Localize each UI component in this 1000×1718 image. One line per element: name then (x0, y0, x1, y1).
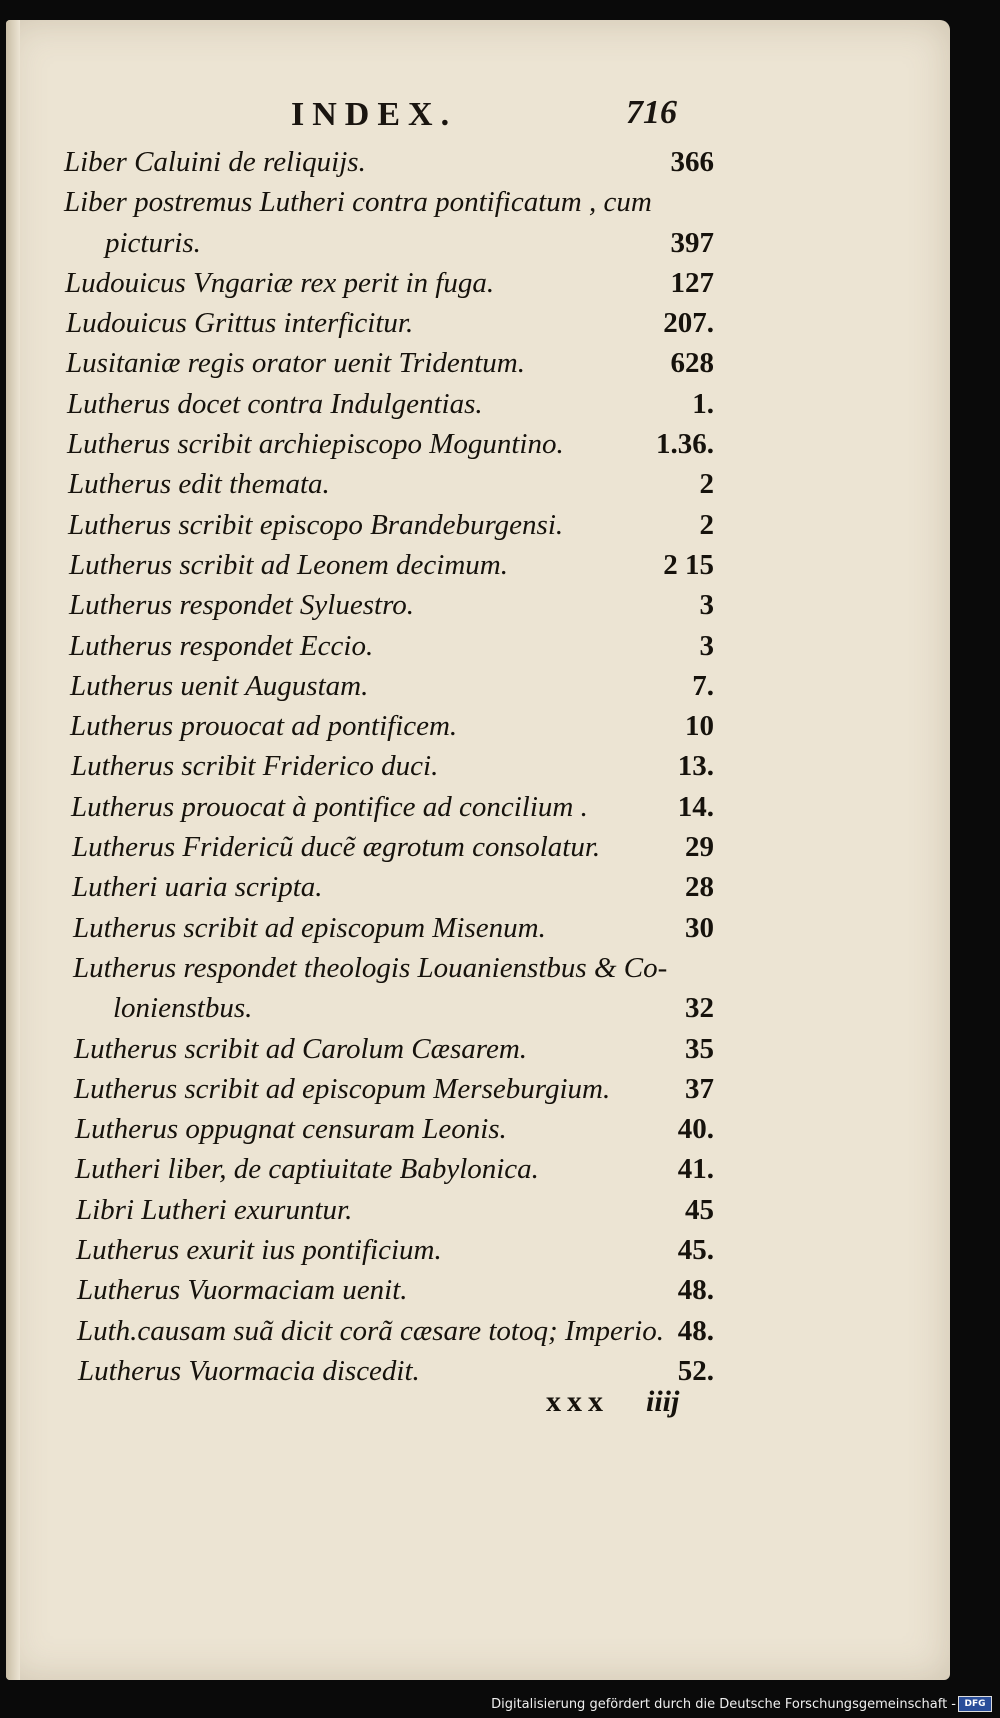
index-entry (6, 1230, 950, 1270)
index-entry-page: 2 (699, 508, 714, 541)
index-entry-text: Lutherus docet contra Indulgentias. (67, 387, 483, 420)
index-entry-text: Lutherus scribit episcopo Brandeburgensi. (68, 508, 564, 541)
index-entry (6, 787, 950, 827)
index-entry (6, 1190, 950, 1230)
index-entry (6, 1069, 950, 1109)
index-entry (6, 1149, 950, 1189)
index-entry-page: 366 (670, 146, 714, 178)
index-entry-text: lonienstbus. (113, 992, 253, 1025)
index-entry-page: 52. (677, 1354, 714, 1387)
index-entry (6, 182, 950, 222)
index-entry (6, 988, 950, 1028)
index-entry-page: 13. (677, 750, 714, 783)
index-entry (6, 746, 950, 786)
index-entry-text: Lutherus Fridericũ ducẽ ægrotum consolatur. (72, 831, 601, 864)
index-entry-page: 1. (692, 387, 714, 420)
index-entry (6, 706, 950, 746)
index-entry-page: 30 (685, 911, 714, 944)
index-entry-page: 45 (685, 1193, 714, 1226)
running-head-title: INDEX. (291, 96, 458, 133)
index-entry-page: 2 (699, 468, 714, 501)
index-entry-page: 397 (670, 226, 714, 259)
digitization-footer (0, 1680, 1000, 1718)
running-head (6, 80, 950, 140)
index-entry-page: 28 (685, 871, 714, 904)
index-entry (6, 505, 950, 545)
index-entry-text: Liber postremus Lutheri contra pontificatum , cum (64, 186, 652, 219)
index-entry-text: Lutherus edit themata. (68, 468, 330, 501)
index-entry-text: Lutheri liber, de captiuitate Babylonica. (75, 1153, 539, 1186)
index-entry (6, 1270, 950, 1310)
signature-mark: iiij (646, 1385, 680, 1418)
index-entry (6, 827, 950, 867)
index-entry-page: 628 (670, 347, 714, 380)
index-entry-text: Lutherus prouocat ad pontificem. (70, 710, 458, 743)
index-entry-text: picturis. (105, 226, 201, 259)
index-entry-page: 1.36. (656, 428, 714, 461)
index-entry-page: 10 (685, 710, 714, 743)
index-entry (6, 1109, 950, 1149)
index-entry-text: Lutherus Vuormacia discedit. (78, 1354, 420, 1387)
index-entry-page: 40. (677, 1113, 714, 1146)
index-entry-text: Lutherus respondet Eccio. (69, 629, 374, 662)
index-entry-text: Lutherus respondet Syluestro. (69, 589, 415, 622)
index-entry-text: Lusitaniæ regis orator uenit Tridentum. (66, 347, 525, 380)
index-entry-text: Lutherus uenit Augustam. (70, 669, 369, 702)
index-entry (6, 424, 950, 464)
index-entry-text: Lutherus prouocat à pontifice ad concilium . (71, 790, 588, 823)
index-entry (6, 867, 950, 907)
index-entry-text: Lutherus Vuormaciam uenit. (77, 1274, 408, 1307)
index-entry-text: Ludouicus Vngariæ rex perit in fuga. (65, 266, 495, 299)
index-entry-page: 3 (699, 589, 714, 622)
index-entry-page: 3 (699, 629, 714, 662)
index-entries (6, 142, 950, 1391)
index-entry (6, 303, 950, 343)
index-entry-text: Lutherus scribit archiepiscopo Moguntino. (67, 428, 564, 461)
index-entry-text: Liber Caluini de reliquijs. (64, 146, 366, 178)
index-entry-text: Lutherus scribit ad Leonem decimum. (69, 548, 508, 581)
index-entry (6, 948, 950, 988)
index-entry-page: 14. (677, 790, 714, 823)
footer-credit: Digitalisierung gefördert durch die Deutsche Forschungsgemeinschaft - (491, 1697, 956, 1712)
index-entry (6, 384, 950, 424)
index-entry-page: 207. (663, 307, 714, 340)
index-entry (6, 142, 950, 182)
index-entry-text: Lutherus exurit ius pontificium. (76, 1234, 442, 1267)
index-entry (6, 1311, 950, 1351)
page-number: 716 (626, 94, 677, 131)
index-entry-page: 2 15 (663, 548, 714, 581)
index-entry (6, 908, 950, 948)
index-entry (6, 585, 950, 625)
index-entry-page: 127 (670, 266, 714, 299)
index-entry (6, 666, 950, 706)
index-entry-page: 48. (677, 1314, 714, 1347)
index-entry-text: Lutherus scribit Friderico duci. (71, 750, 439, 783)
index-entry-page: 7. (692, 669, 714, 702)
index-entry (6, 343, 950, 383)
index-entry (6, 1029, 950, 1069)
index-entry-page: 41. (677, 1153, 714, 1186)
index-entry-text: Luth.causam suã dicit corã cæsare totoq; Imperio. (77, 1314, 664, 1347)
index-entry (6, 263, 950, 303)
index-entry-text: Lutherus scribit ad episcopum Misenum. (73, 911, 546, 944)
index-entry-text: Lutherus scribit ad episcopum Merseburgium. (74, 1072, 611, 1105)
index-entry-page: 45. (677, 1234, 714, 1267)
index-entry-page: 29 (685, 831, 714, 864)
index-entry (6, 626, 950, 666)
index-entry-text: Lutherus scribit ad Carolum Cæsarem. (74, 1032, 528, 1065)
dfg-logo-icon: DFG (958, 1696, 992, 1712)
index-entry-text: Lutherus oppugnat censuram Leonis. (75, 1113, 507, 1146)
book-page (6, 20, 950, 1680)
index-entry (6, 223, 950, 263)
index-entry-text: Ludouicus Grittus interficitur. (66, 307, 414, 340)
index-entry-page: 37 (685, 1072, 714, 1105)
index-entry (6, 545, 950, 585)
catchword: xxx (546, 1385, 609, 1418)
index-entry-text: Lutherus respondet theologis Louanienstbus & Co- (73, 951, 668, 984)
index-entry (6, 464, 950, 504)
index-entry-text: Libri Lutheri exuruntur. (76, 1193, 353, 1226)
index-entry-text: Lutheri uaria scripta. (72, 871, 323, 904)
index-entry-page: 48. (677, 1274, 714, 1307)
index-entry-page: 32 (685, 992, 714, 1025)
catchword-line (6, 1385, 950, 1435)
index-entry-page: 35 (685, 1032, 714, 1065)
